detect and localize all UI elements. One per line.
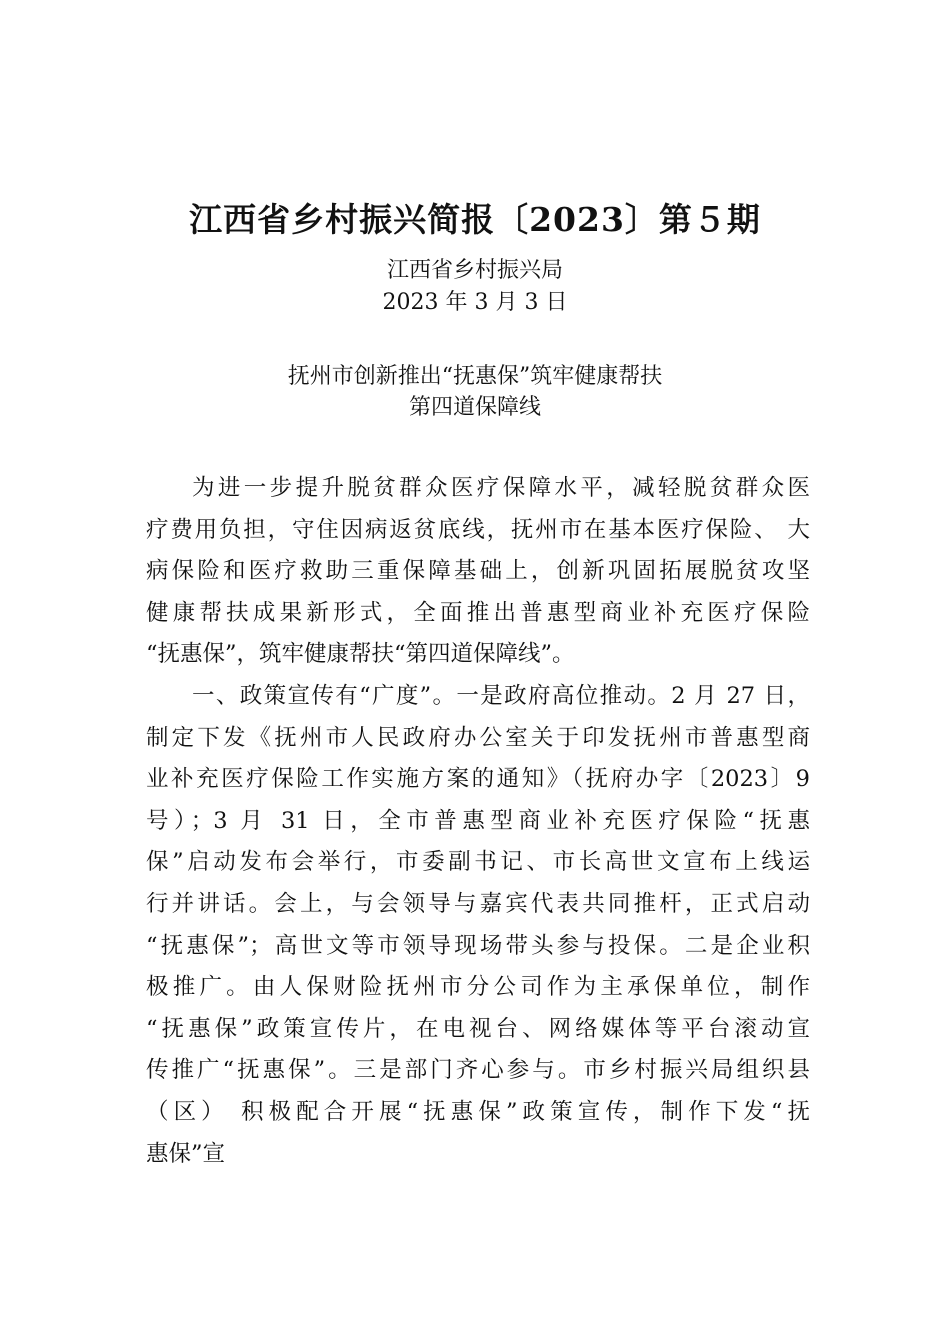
body-line: 为进一步提升脱贫群众医疗保障水平，减轻脱贫群众医	[192, 475, 810, 501]
body-line: 疗费用负担，守住因病返贫底线，抚州市在基本医疗保险、 大	[146, 516, 810, 543]
body-line: 传推广“抚惠保”。三是部门齐心参与。市乡村振兴局组织县	[146, 1057, 810, 1084]
body-line: 健康帮扶成果新形式，全面推出普惠型商业补充医疗保险	[146, 599, 810, 626]
issue-date: 2023 年 3 月 3 日	[382, 290, 568, 315]
body-line: 行并讲话。会上，与会领导与嘉宾代表共同推杆，正式启动	[146, 890, 810, 917]
article-body	[146, 468, 810, 1175]
body-line: “抚惠保”，筑牢健康帮扶“第四道保障线”。	[146, 641, 575, 668]
body-line: “抚惠保”政策宣传片，在电视台、网络媒体等平台滚动宣	[146, 1015, 810, 1042]
issuer-name: 江西省乡村振兴局	[386, 258, 563, 283]
body-line: （区） 积极配合开展“抚惠保”政策宣传，制作下发“抚	[146, 1098, 810, 1125]
body-line: 号）；3 月 31 日，全市普惠型商业补充医疗保险“抚惠	[146, 807, 810, 834]
article-subtitle-line-2: 第四道保障线	[408, 395, 541, 420]
body-line: 制定下发《抚州市人民政府办公室关于印发抚州市普惠型商	[146, 724, 810, 751]
body-line: 惠保”宣	[146, 1140, 226, 1167]
article-subtitle-line-1: 抚州市创新推出“抚惠保”筑牢健康帮扶	[287, 364, 663, 389]
body-line: 一、政策宣传有“广度”。一是政府高位推动。2 月 27 日，	[192, 682, 810, 709]
body-line: 病保险和医疗救助三重保障基础上，创新巩固拓展脱贫攻坚	[146, 558, 810, 585]
body-line: 保”启动发布会举行，市委副书记、市长高世文宣布上线运	[146, 849, 810, 876]
body-line: “抚惠保”；高世文等市领导现场带头参与投保。二是企业积	[146, 932, 810, 959]
document-title: 江西省乡村振兴简报〔2023〕第５期	[189, 200, 761, 239]
body-line: 业补充医疗保险工作实施方案的通知》（抚府办字〔2023〕9	[146, 766, 810, 793]
body-line: 极推广。由人保财险抚州市分公司作为主承保单位，制作	[146, 974, 810, 1001]
